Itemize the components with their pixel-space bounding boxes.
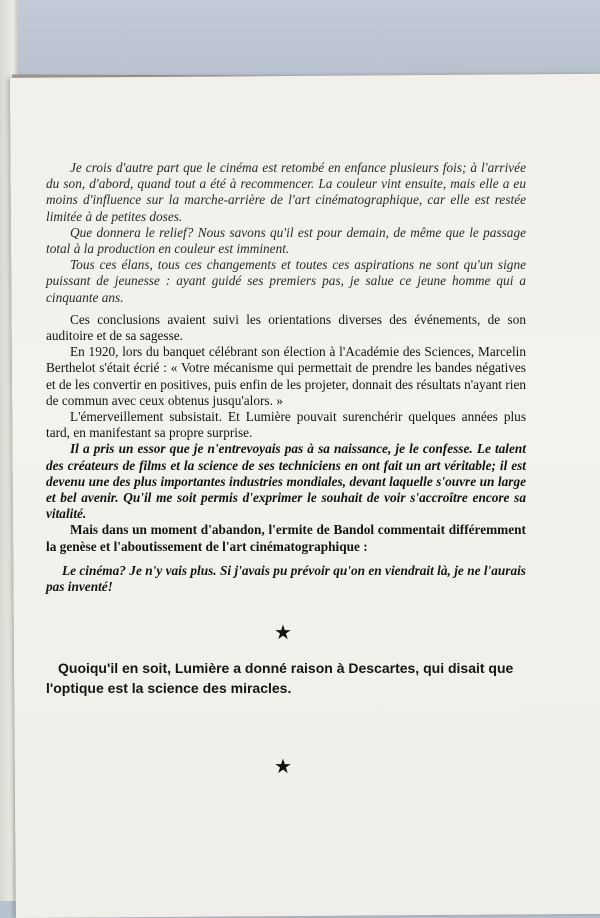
paragraph-conclusions: Ces conclusions avaient suivi les orientations diverses des événements, de son auditoire et de sa sagesse. (46, 311, 526, 344)
paragraph-italic-3: Tous ces élans, tous ces changements et toutes ces aspirations ne sont qu'un signe puissant de jeunesse : ayant guidé ses premiers pas, je salue ce jeune homme qui a cinquante ans. (46, 257, 526, 305)
quote-final: Le cinéma? Je n'y vais plus. Si j'avais pu prévoir qu'on en viendrait là, je ne l'aurais pas inventé! (46, 562, 526, 595)
paragraph-italic-1: Je crois d'autre part que le cinéma est retombé en enfance plusieurs fois; à l'arrivée du son, d'abord, quand tout a été à recommencer. La couleur vint ensuite, mais elle a eu moins d'influence sur la marche-arrière de l'art cinématographique, car elle est restée limitée à de petites doses. (46, 160, 526, 224)
paragraph-berthelot: En 1920, lors du banquet célébrant son élection à l'Académie des Sciences, Marcelin Berthelot s'était écrié : « Votre mécanisme qui permettait de prendre les bandes négatives et de les convertir en positives, puis enfin de les projeter, donnait des résultats n'ayant rien de commun avec ceux obtenus jusqu'alors. » (46, 344, 526, 408)
closing-paragraph (46, 658, 536, 698)
paragraph-bandol: Mais dans un moment d'abandon, l'ermite de Bandol commentait différemment la genèse et l'aboutissement de l'art cinématographique : (46, 522, 526, 554)
star-separator-1: ★ (274, 620, 292, 644)
paragraph-emerveillement: L'émerveillement subsistait. Et Lumière pouvait surenchérir quelques années plus tard, en manifestant sa propre surprise. (46, 409, 526, 441)
closing-text: Quoiqu'il en soit, Lumière a donné raison à Descartes, qui disait que l'optique est la science des miracles. (46, 660, 514, 696)
paragraph-italic-2: Que donnera le relief? Nous savons qu'il est pour demain, de même que le passage total à la production en couleur est imminent. (46, 224, 526, 257)
page-body-text (46, 160, 526, 595)
star-separator-2: ★ (274, 754, 292, 778)
quote-lumiere: Il a pris un essor que je n'entrevoyais pas à sa naissance, je le confesse. Le talent des créateurs de films et la science de ses techniciens en ont fait un art véritable; il est devenu une des plus importantes industries mondiales, devant laquelle s'ouvre un large et bel avenir. Qu'il me soit permis d'exprimer le souhait de voir s'accroître encore sa vitalité. (46, 441, 526, 522)
